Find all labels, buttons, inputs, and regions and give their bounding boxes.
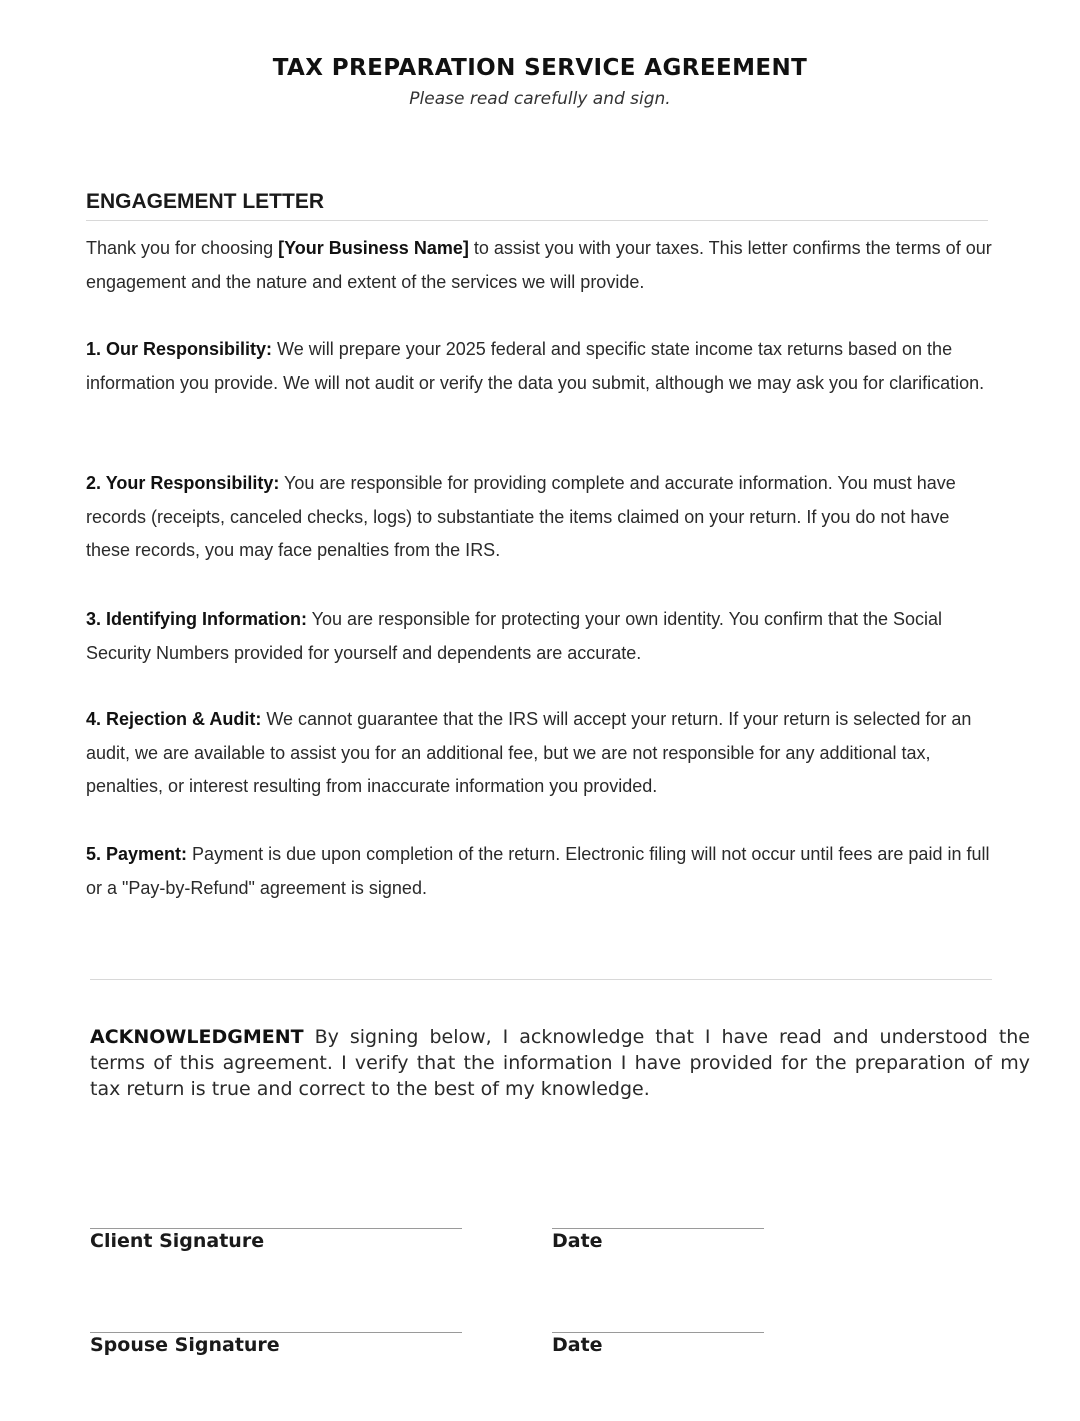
clause-text: Payment is due upon completion of the return. Electronic filing will not occur until fees are paid in full or a "Pay-by-Refund" agreement is signed. bbox=[86, 844, 990, 898]
clause-text: We cannot guarantee that the IRS will accept your return. If your return is selected for an audit, we are available to assist you for an additional fee, but we are not responsible for any additional tax, penalties, or interest resulting from inaccurate information you provided. bbox=[86, 709, 972, 797]
acknowledgment-label: ACKNOWLEDGMENT bbox=[90, 1026, 304, 1048]
acknowledgment-text: By signing below, I acknowledge that I have read and understood the terms of this agreement. I verify that the information I have provided for the preparation of my tax return is true and correct to the best of my knowledge. bbox=[90, 1026, 1030, 1100]
clause-text: We will prepare your 2025 federal and specific state income tax returns based on the information you provide. We will not audit or verify the data you submit, although we may ask you for clarification. bbox=[86, 339, 985, 393]
clause-payment bbox=[86, 838, 996, 905]
client-date-line[interactable] bbox=[552, 1228, 764, 1229]
heading-divider bbox=[86, 220, 988, 221]
spouse-signature-label: Spouse Signature bbox=[90, 1334, 280, 1356]
clause-label: 1. Our Responsibility: bbox=[86, 339, 273, 359]
clause-label: 4. Rejection & Audit: bbox=[86, 709, 262, 729]
clause-label: 5. Payment: bbox=[86, 844, 188, 864]
section-divider bbox=[90, 979, 992, 980]
acknowledgment-paragraph bbox=[90, 1024, 1030, 1102]
intro-text-start: Thank you for choosing bbox=[86, 238, 279, 258]
clause-text: You are responsible for providing complete and accurate information. You must have records (receipts, canceled checks, logs) to substantiate the items claimed on your return. If you do not have these records, you may face penalties from the IRS. bbox=[86, 473, 956, 561]
spouse-date-label: Date bbox=[552, 1334, 603, 1356]
intro-paragraph bbox=[86, 232, 996, 299]
clause-rejection-audit bbox=[86, 703, 996, 804]
engagement-letter-heading: ENGAGEMENT LETTER bbox=[86, 190, 325, 213]
business-name-placeholder: [Your Business Name] bbox=[278, 238, 469, 258]
client-date-label: Date bbox=[552, 1230, 603, 1252]
document-title: TAX PREPARATION SERVICE AGREEMENT bbox=[272, 55, 808, 81]
spouse-signature-line[interactable] bbox=[90, 1332, 462, 1333]
client-signature-label: Client Signature bbox=[90, 1230, 265, 1252]
clause-our-responsibility bbox=[86, 333, 996, 400]
clause-identifying-information bbox=[86, 603, 996, 670]
client-signature-line[interactable] bbox=[90, 1228, 462, 1229]
spouse-date-line[interactable] bbox=[552, 1332, 764, 1333]
clause-text: You are responsible for protecting your own identity. You confirm that the Social Security Numbers provided for yourself and dependents are accurate. bbox=[86, 609, 943, 663]
clause-label: 3. Identifying Information: bbox=[86, 609, 307, 629]
document-subtitle: Please read carefully and sign. bbox=[409, 89, 671, 109]
clause-label: 2. Your Responsibility: bbox=[86, 473, 280, 493]
clause-your-responsibility bbox=[86, 467, 996, 568]
intro-text-end: to assist you with your taxes. This letter confirms the terms of our engagement and the nature and extent of the services we will provide. bbox=[86, 238, 992, 292]
